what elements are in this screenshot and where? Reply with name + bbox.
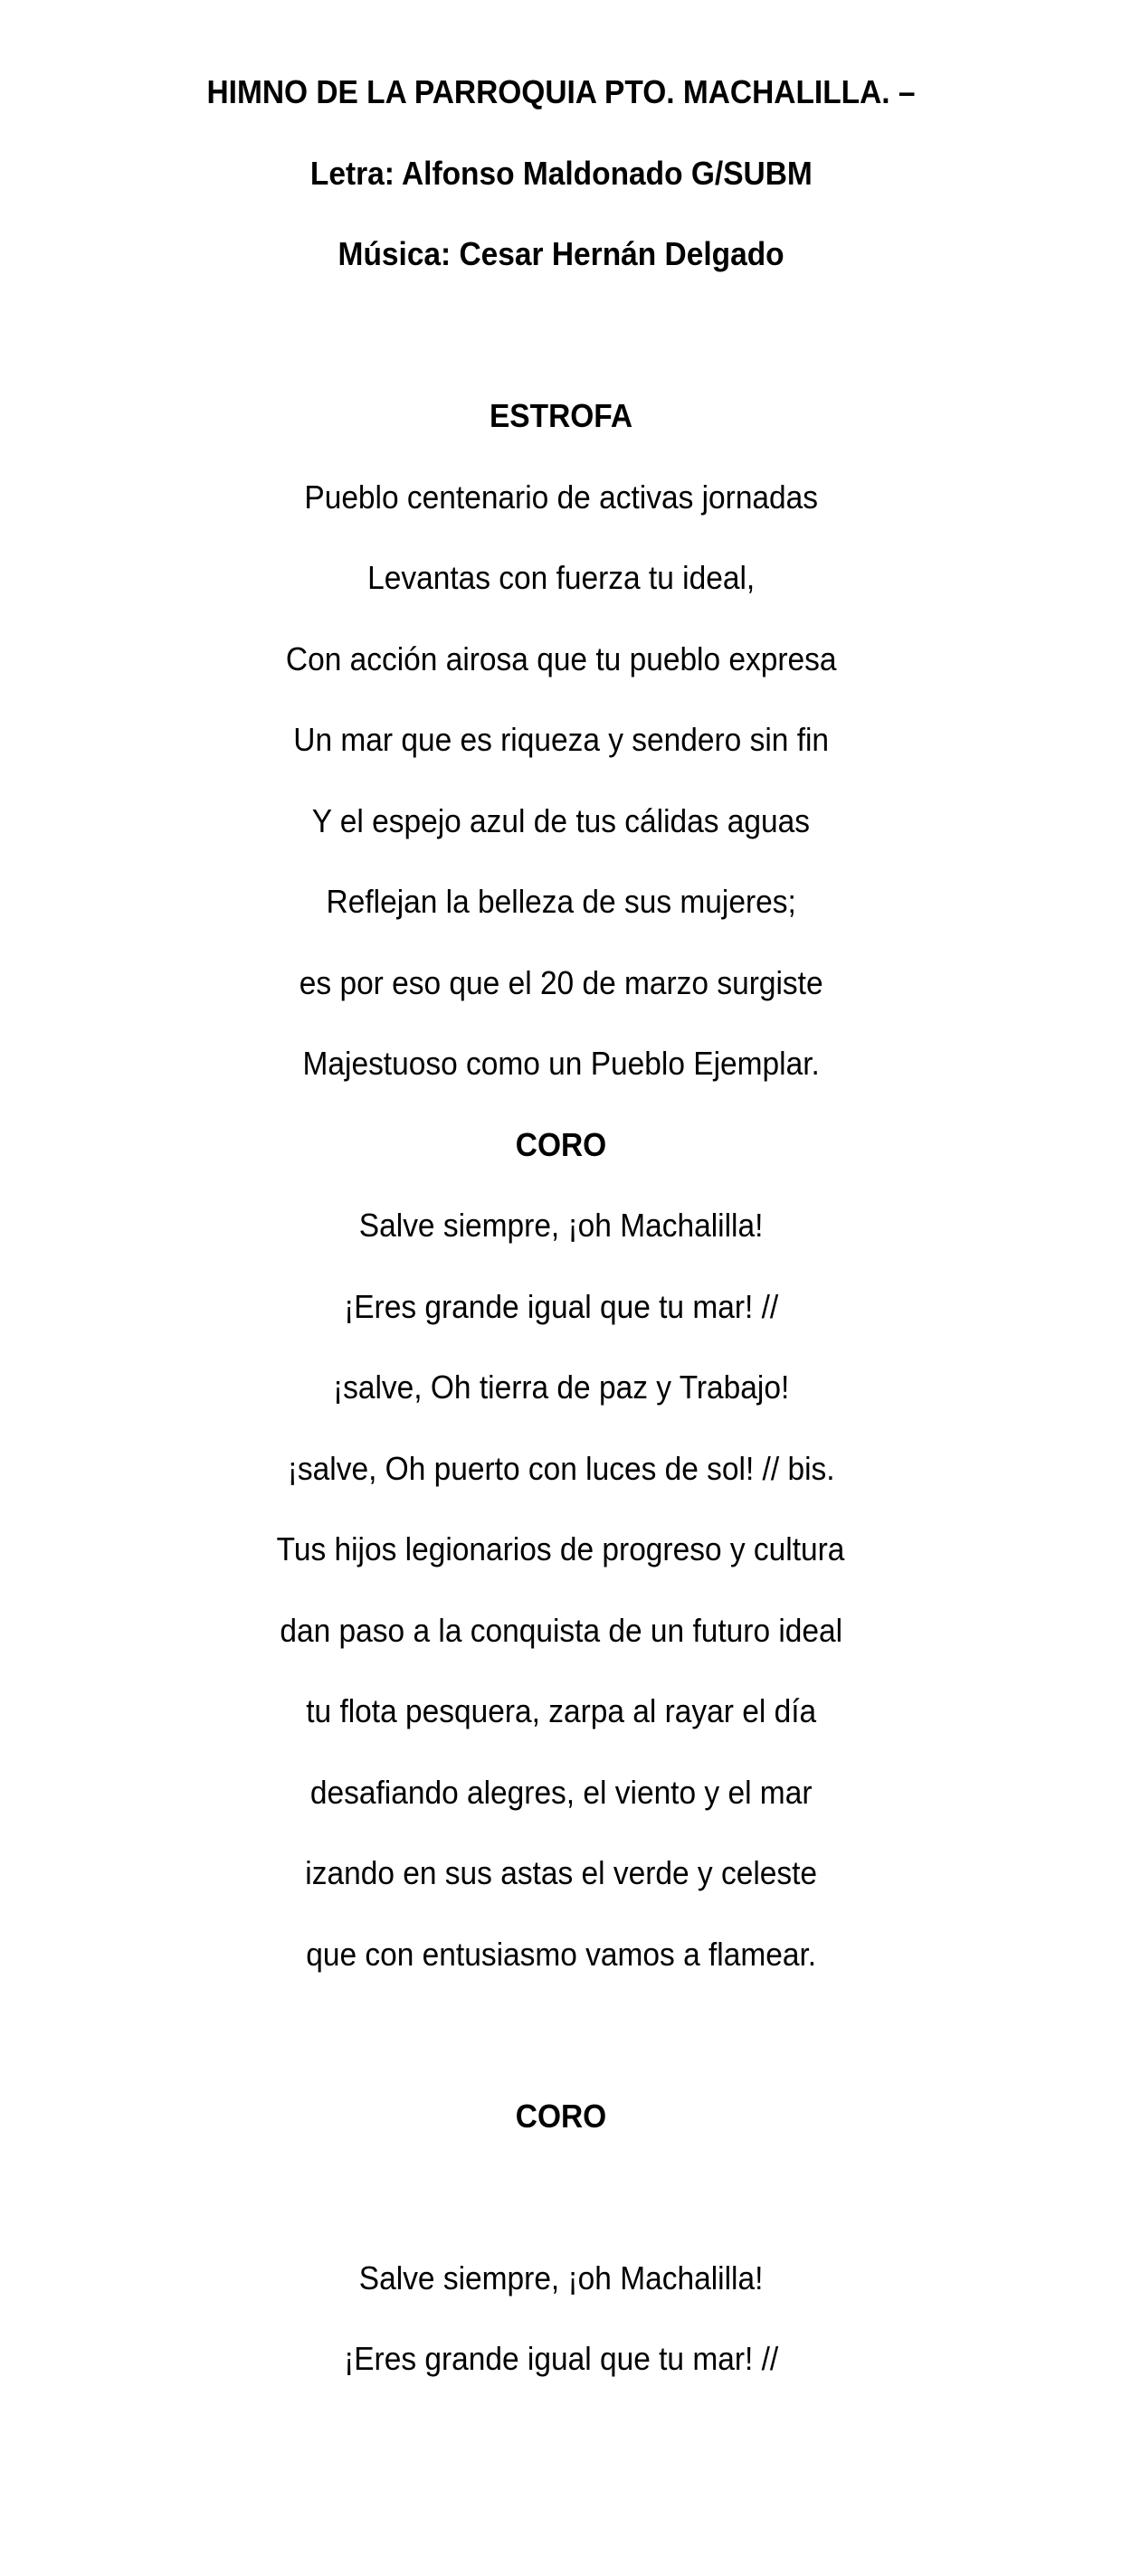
paragraph-text: HIMNO DE LA PARROQUIA PTO. MACHALILLA. – <box>206 73 916 110</box>
hymn-line <box>0 1914 1122 1995</box>
hymn-line <box>0 1023 1122 1104</box>
paragraph-text: Con acción airosa que tu pueblo expresa <box>285 639 837 677</box>
hymn-line <box>0 1509 1122 1590</box>
hymn-line <box>0 457 1122 538</box>
paragraph-text: ESTROFA <box>489 397 633 434</box>
blank-line <box>0 295 1122 376</box>
paragraph-text: es por eso que el 20 de marzo surgiste <box>299 963 823 1001</box>
hymn-line <box>0 2318 1122 2400</box>
paragraph-text: dan paso a la conquista de un futuro ideal <box>280 1611 842 1649</box>
section-heading <box>0 375 1122 457</box>
section-heading <box>0 1104 1122 1186</box>
hymn-line <box>0 942 1122 1024</box>
hymn-line <box>0 1347 1122 1428</box>
paragraph-text: Pueblo centenario de activas jornadas <box>304 478 818 516</box>
hymn-line <box>0 1428 1122 1510</box>
hymn-line <box>0 1266 1122 1348</box>
paragraph-text: Reflejan la belleza de sus mujeres; <box>326 883 796 920</box>
hymn-line <box>0 619 1122 700</box>
paragraph-text: ¡salve, Oh puerto con luces de sol! // bis. <box>287 1449 835 1487</box>
paragraph-text: CORO <box>515 2097 607 2135</box>
hymn-line <box>0 1833 1122 1914</box>
hymn-line <box>0 1590 1122 1672</box>
paragraph-text: ¡salve, Oh tierra de paz y Trabajo! <box>332 1368 790 1406</box>
hymn-line <box>0 861 1122 942</box>
paragraph-text: Salve siempre, ¡oh Machalilla! <box>358 2259 764 2297</box>
paragraph-text: Y el espejo azul de tus cálidas aguas <box>311 801 811 839</box>
paragraph-text: Tus hijos legionarios de progreso y cultura <box>277 1530 845 1567</box>
hymn-line <box>0 1671 1122 1752</box>
blank-line <box>0 2156 1122 2238</box>
paragraph-text: ¡Eres grande igual que tu mar! // <box>343 1287 779 1325</box>
hymn-line <box>0 1752 1122 1833</box>
paragraph-text: desafiando alegres, el viento y el mar <box>309 1773 813 1811</box>
title-line <box>0 213 1122 295</box>
paragraph-text: izando en sus astas el verde y celeste <box>305 1854 817 1891</box>
paragraph-text: Levantas con fuerza tu ideal, <box>366 559 756 596</box>
section-heading <box>0 2076 1122 2157</box>
hymn-line <box>0 699 1122 781</box>
paragraph-text: ¡Eres grande igual que tu mar! // <box>343 2340 779 2377</box>
paragraph-text: Letra: Alfonso Maldonado G/SUBM <box>309 154 813 192</box>
paragraph-text: Música: Cesar Hernán Delgado <box>338 235 784 272</box>
paragraph-text: CORO <box>515 1125 607 1163</box>
hymn-line <box>0 537 1122 619</box>
paragraph-text: Majestuoso como un Pueblo Ejemplar. <box>302 1045 820 1082</box>
paragraph-text: que con entusiasmo vamos a flamear. <box>306 1935 816 1973</box>
hymn-line <box>0 781 1122 862</box>
blank-line <box>0 1994 1122 2076</box>
title-line <box>0 52 1122 133</box>
hymn-line <box>0 1185 1122 1266</box>
hymn-line <box>0 2238 1122 2319</box>
paragraph-text: Salve siempre, ¡oh Machalilla! <box>358 1207 764 1244</box>
title-line <box>0 133 1122 214</box>
paragraph-text: tu flota pesquera, zarpa al rayar el día <box>306 1692 816 1729</box>
paragraph-text: Un mar que es riqueza y sendero sin fin <box>293 721 829 758</box>
